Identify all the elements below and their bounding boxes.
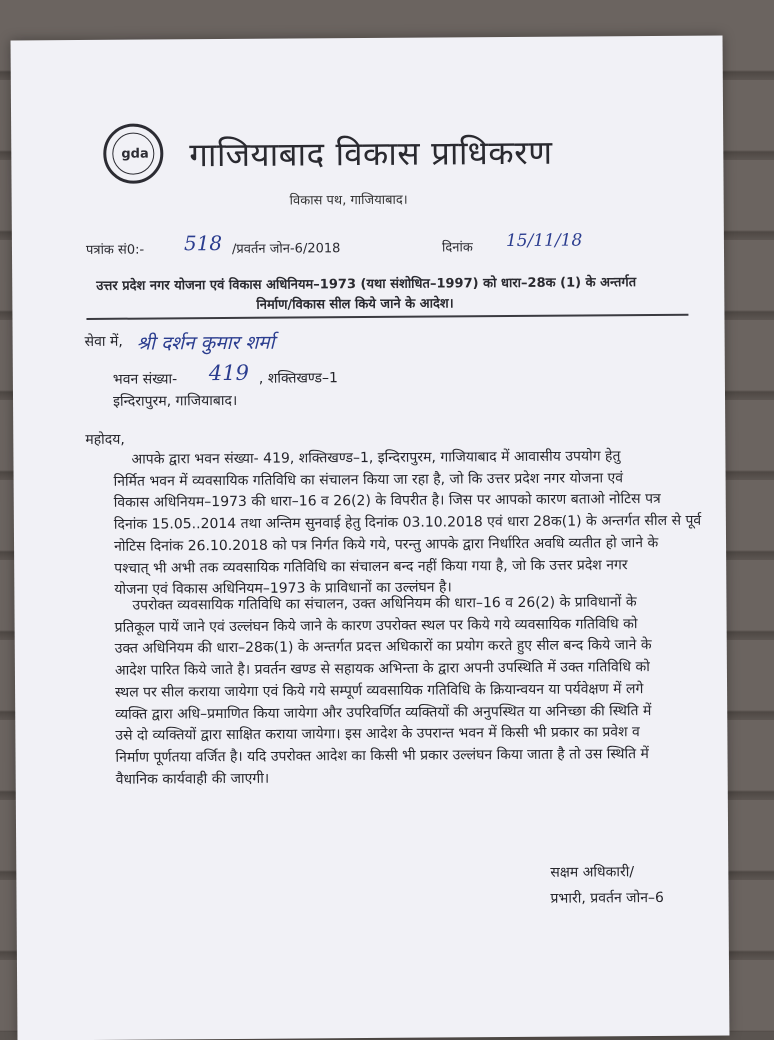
gda-logo-icon: gda <box>103 123 163 183</box>
recipient-city: इन्दिरापुरम, गाजियाबाद। <box>112 392 238 410</box>
reference-label: पत्रांक सं0:- <box>85 242 145 258</box>
building-number: 419 <box>208 360 250 386</box>
building-label: भवन संख्या- <box>112 371 178 388</box>
reference-suffix: /प्रवर्तन जोन-6/2018 <box>231 241 341 257</box>
salutation: महोदय, <box>85 431 125 448</box>
paragraph-2 <box>114 592 705 791</box>
recipient-name: श्री दर्शन कुमार शर्मा <box>136 331 275 355</box>
para1-line: दिनांक 15.05..2014 तथा अन्तिम सुनवाई हेतु दिनांक 03.10.2018 एवं धारा 28क(1) के अन्तर्गत सील से पूर्व <box>113 512 702 533</box>
paragraph-1 <box>113 408 704 602</box>
para1-line: आपके द्वारा भवन संख्या- 419, शक्तिखण्ड–1, इन्दिरापुरम, गाजियाबाद में आवासीय उपयोग हेतु <box>131 448 621 468</box>
para1-line: पश्चात् भी अभी तक व्यवसायिक गतिविधि का संचालन बन्द नहीं किया गया है, जो कि उत्तर प्रदेश नगर <box>114 556 628 577</box>
para1-line: विकास अधिनियम–1973 की धारा–16 व 26(2) के विपरीत है। जिस पर आपको कारण बताओ नोटिस पत्र <box>113 491 661 512</box>
para2-line: निर्माण पूर्णतया वर्जित है। यदि उपरोक्त आदेश का किसी भी प्रकार उल्लंघन किया जाता है तो उस स्थिति में <box>115 745 649 766</box>
date-label: दिनांक <box>441 240 473 256</box>
reference-number: 518 <box>183 231 223 256</box>
notice-sheet <box>11 36 730 1040</box>
para2-line: वैधानिक कार्यवाही की जाएगी। <box>115 770 270 788</box>
authority-address: विकास पथ, गाजियाबाद। <box>289 192 408 209</box>
authority-title: गाजियाबाद विकास प्राधिकरण <box>189 132 553 175</box>
para2-line: उसे दो व्यक्तियों द्वारा साक्षित कराया जायेगा। इस आदेश के उपरान्त भवन में किसी भी प्रकार का प्रवेश व <box>115 724 640 745</box>
signatory-office: प्रभारी, प्रवर्तन जोन–6 <box>550 889 664 907</box>
subject-line-2: निर्माण/विकास सील किये जाने के आदेश। <box>256 296 454 313</box>
date-value: 15/11/18 <box>505 230 583 252</box>
subject-line-1: उत्तर प्रदेश नगर योजना एवं विकास अधिनियम–1973 (यथा संशोधित–1997) को धारा–28क (1) के अन्तर्गत <box>96 275 637 294</box>
para2-line: आदेश पारित किये जाते है। प्रवर्तन खण्ड से सहायक अभिन्ता के द्वारा अपनी उपस्थिति में उक्त गतिविधि को <box>114 659 650 679</box>
para2-line: प्रतिकूल पायें जाने एवं उल्लंघन किये जाने के कारण उपरोक्त स्थल पर किये गये व्यवसायिक गतिविधि को <box>114 615 638 636</box>
para1-line: निर्मित भवन में व्यवसायिक गतिविधि का संचालन किया जा रहा है, जो कि उत्तर प्रदेश नगर योजना एवं <box>113 469 624 490</box>
to-label: सेवा में, <box>84 333 123 350</box>
header-divider <box>86 314 688 320</box>
para2-line: उपरोक्त व्यवसायिक गतिविधि का संचालन, उक्त अधिनियम की धारा–16 व 26(2) के प्राविधानों के <box>132 594 637 614</box>
para1-line: योजना एवं विकास अधिनियम–1973 के प्राविधानों का उल्लंघन है। <box>114 579 452 599</box>
signatory-title: सक्षम अधिकारी/ <box>550 864 635 881</box>
para2-line: व्यक्ति द्वारा अधि–प्रमाणित किया जायेगा और उपरिवर्णित व्यक्तियों की अनुपस्थित या अनिच्छा की स्थिति में <box>115 702 652 723</box>
para2-line: स्थल पर सील कराया जायेगा एवं किये गये सम्पूर्ण व्यवसायिक गतिविधि के क्रियान्वयन या पर्यवेक्षण में लगे <box>115 680 644 701</box>
para2-line: उक्त अधिनियम की धारा–28क(1) के अन्तर्गत प्रदत्त अधिकारों का प्रयोग करते हुए सील बन्द किये जाने के <box>114 637 652 658</box>
para1-line: नोटिस दिनांक 26.10.2018 को पत्र निर्गत किये गये, परन्तु आपके द्वारा निर्धारित अवधि व्यतीत हो जाने के <box>113 534 659 555</box>
sector-name: , शक्तिखण्ड–1 <box>258 370 338 387</box>
